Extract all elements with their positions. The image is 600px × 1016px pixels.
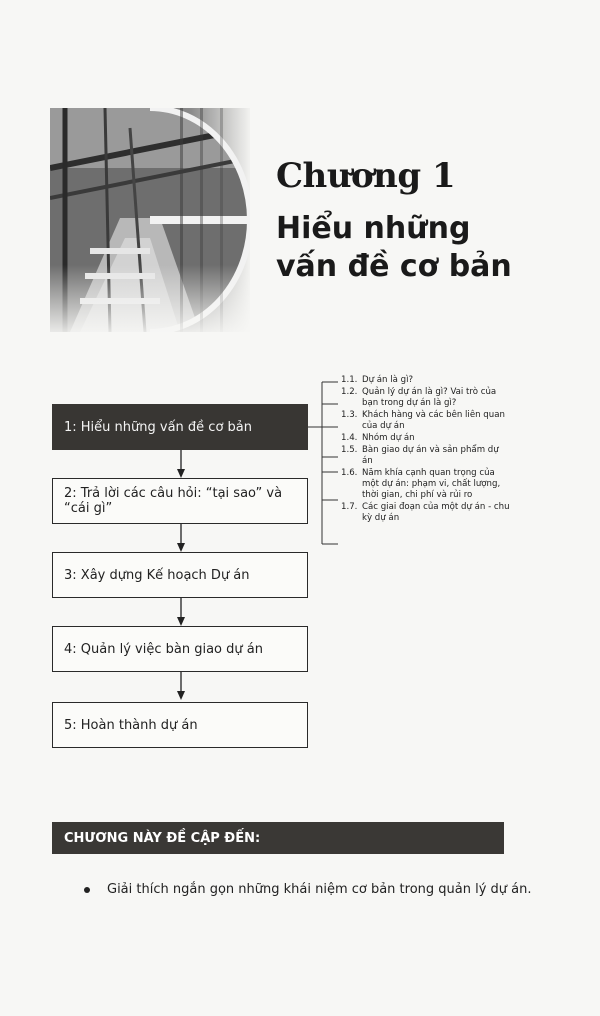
chapter-title — [276, 210, 576, 286]
toc-item-text: Khách hàng và các bên liên quan của dự án — [362, 410, 505, 431]
covers-bullet-item — [84, 882, 532, 897]
flow-step-2: 2: Trả lời các câu hỏi: “tại sao” và “cái gì” — [52, 478, 308, 524]
toc-item-number: 1.5. — [341, 445, 358, 455]
toc-item — [341, 387, 511, 409]
toc-item-number: 1.3. — [341, 410, 358, 420]
chapter-covers-heading: CHƯƠNG NÀY ĐỀ CẬP ĐẾN: — [52, 822, 504, 854]
toc-item-text: Bàn giao dự án và sản phẩm dự án — [362, 445, 499, 466]
chapter-toc — [341, 375, 511, 525]
chapter-title-line-2: vấn đề cơ bản — [276, 249, 512, 284]
toc-item-number: 1.2. — [341, 387, 358, 397]
chapter-photo — [50, 108, 250, 332]
toc-item-number: 1.1. — [341, 375, 358, 385]
toc-item — [341, 502, 511, 524]
flow-arrow-3 — [176, 598, 186, 626]
flow-step-5: 5: Hoàn thành dự án — [52, 702, 308, 748]
toc-item — [341, 433, 511, 444]
covers-bullet-text: Giải thích ngắn gọn những khái niệm cơ bản trong quản lý dự án. — [107, 882, 532, 897]
flow-arrow-4 — [176, 672, 186, 700]
flow-step-3: 3: Xây dựng Kế hoạch Dự án — [52, 552, 308, 598]
toc-item-text: Năm khía cạnh quan trọng của một dự án: phạm vi, chất lượng, thời gian, chi phí và rủi ro — [362, 468, 501, 500]
toc-item-text: Nhóm dự án — [362, 433, 415, 443]
toc-item — [341, 375, 511, 386]
flow-arrow-2 — [176, 524, 186, 552]
toc-bracket — [300, 370, 344, 550]
bullet-icon — [84, 887, 90, 893]
toc-item — [341, 468, 511, 501]
flow-arrow-1 — [176, 450, 186, 478]
toc-item — [341, 410, 511, 432]
chapter-title-line-1: Hiểu những — [276, 211, 471, 246]
toc-item — [341, 445, 511, 467]
flow-step-1: 1: Hiểu những vấn đề cơ bản — [52, 404, 308, 450]
toc-item-text: Các giai đoạn của một dự án - chu kỳ dự án — [362, 502, 510, 523]
toc-item-text: Dự án là gì? — [362, 375, 414, 385]
toc-item-text: Quản lý dự án là gì? Vai trò của bạn trong dự án là gì? — [362, 387, 497, 408]
flow-step-4: 4: Quản lý việc bàn giao dự án — [52, 626, 308, 672]
toc-item-number: 1.6. — [341, 468, 358, 478]
toc-item-number: 1.7. — [341, 502, 358, 512]
toc-item-number: 1.4. — [341, 433, 358, 443]
chapter-label: Chương 1 — [276, 156, 456, 196]
